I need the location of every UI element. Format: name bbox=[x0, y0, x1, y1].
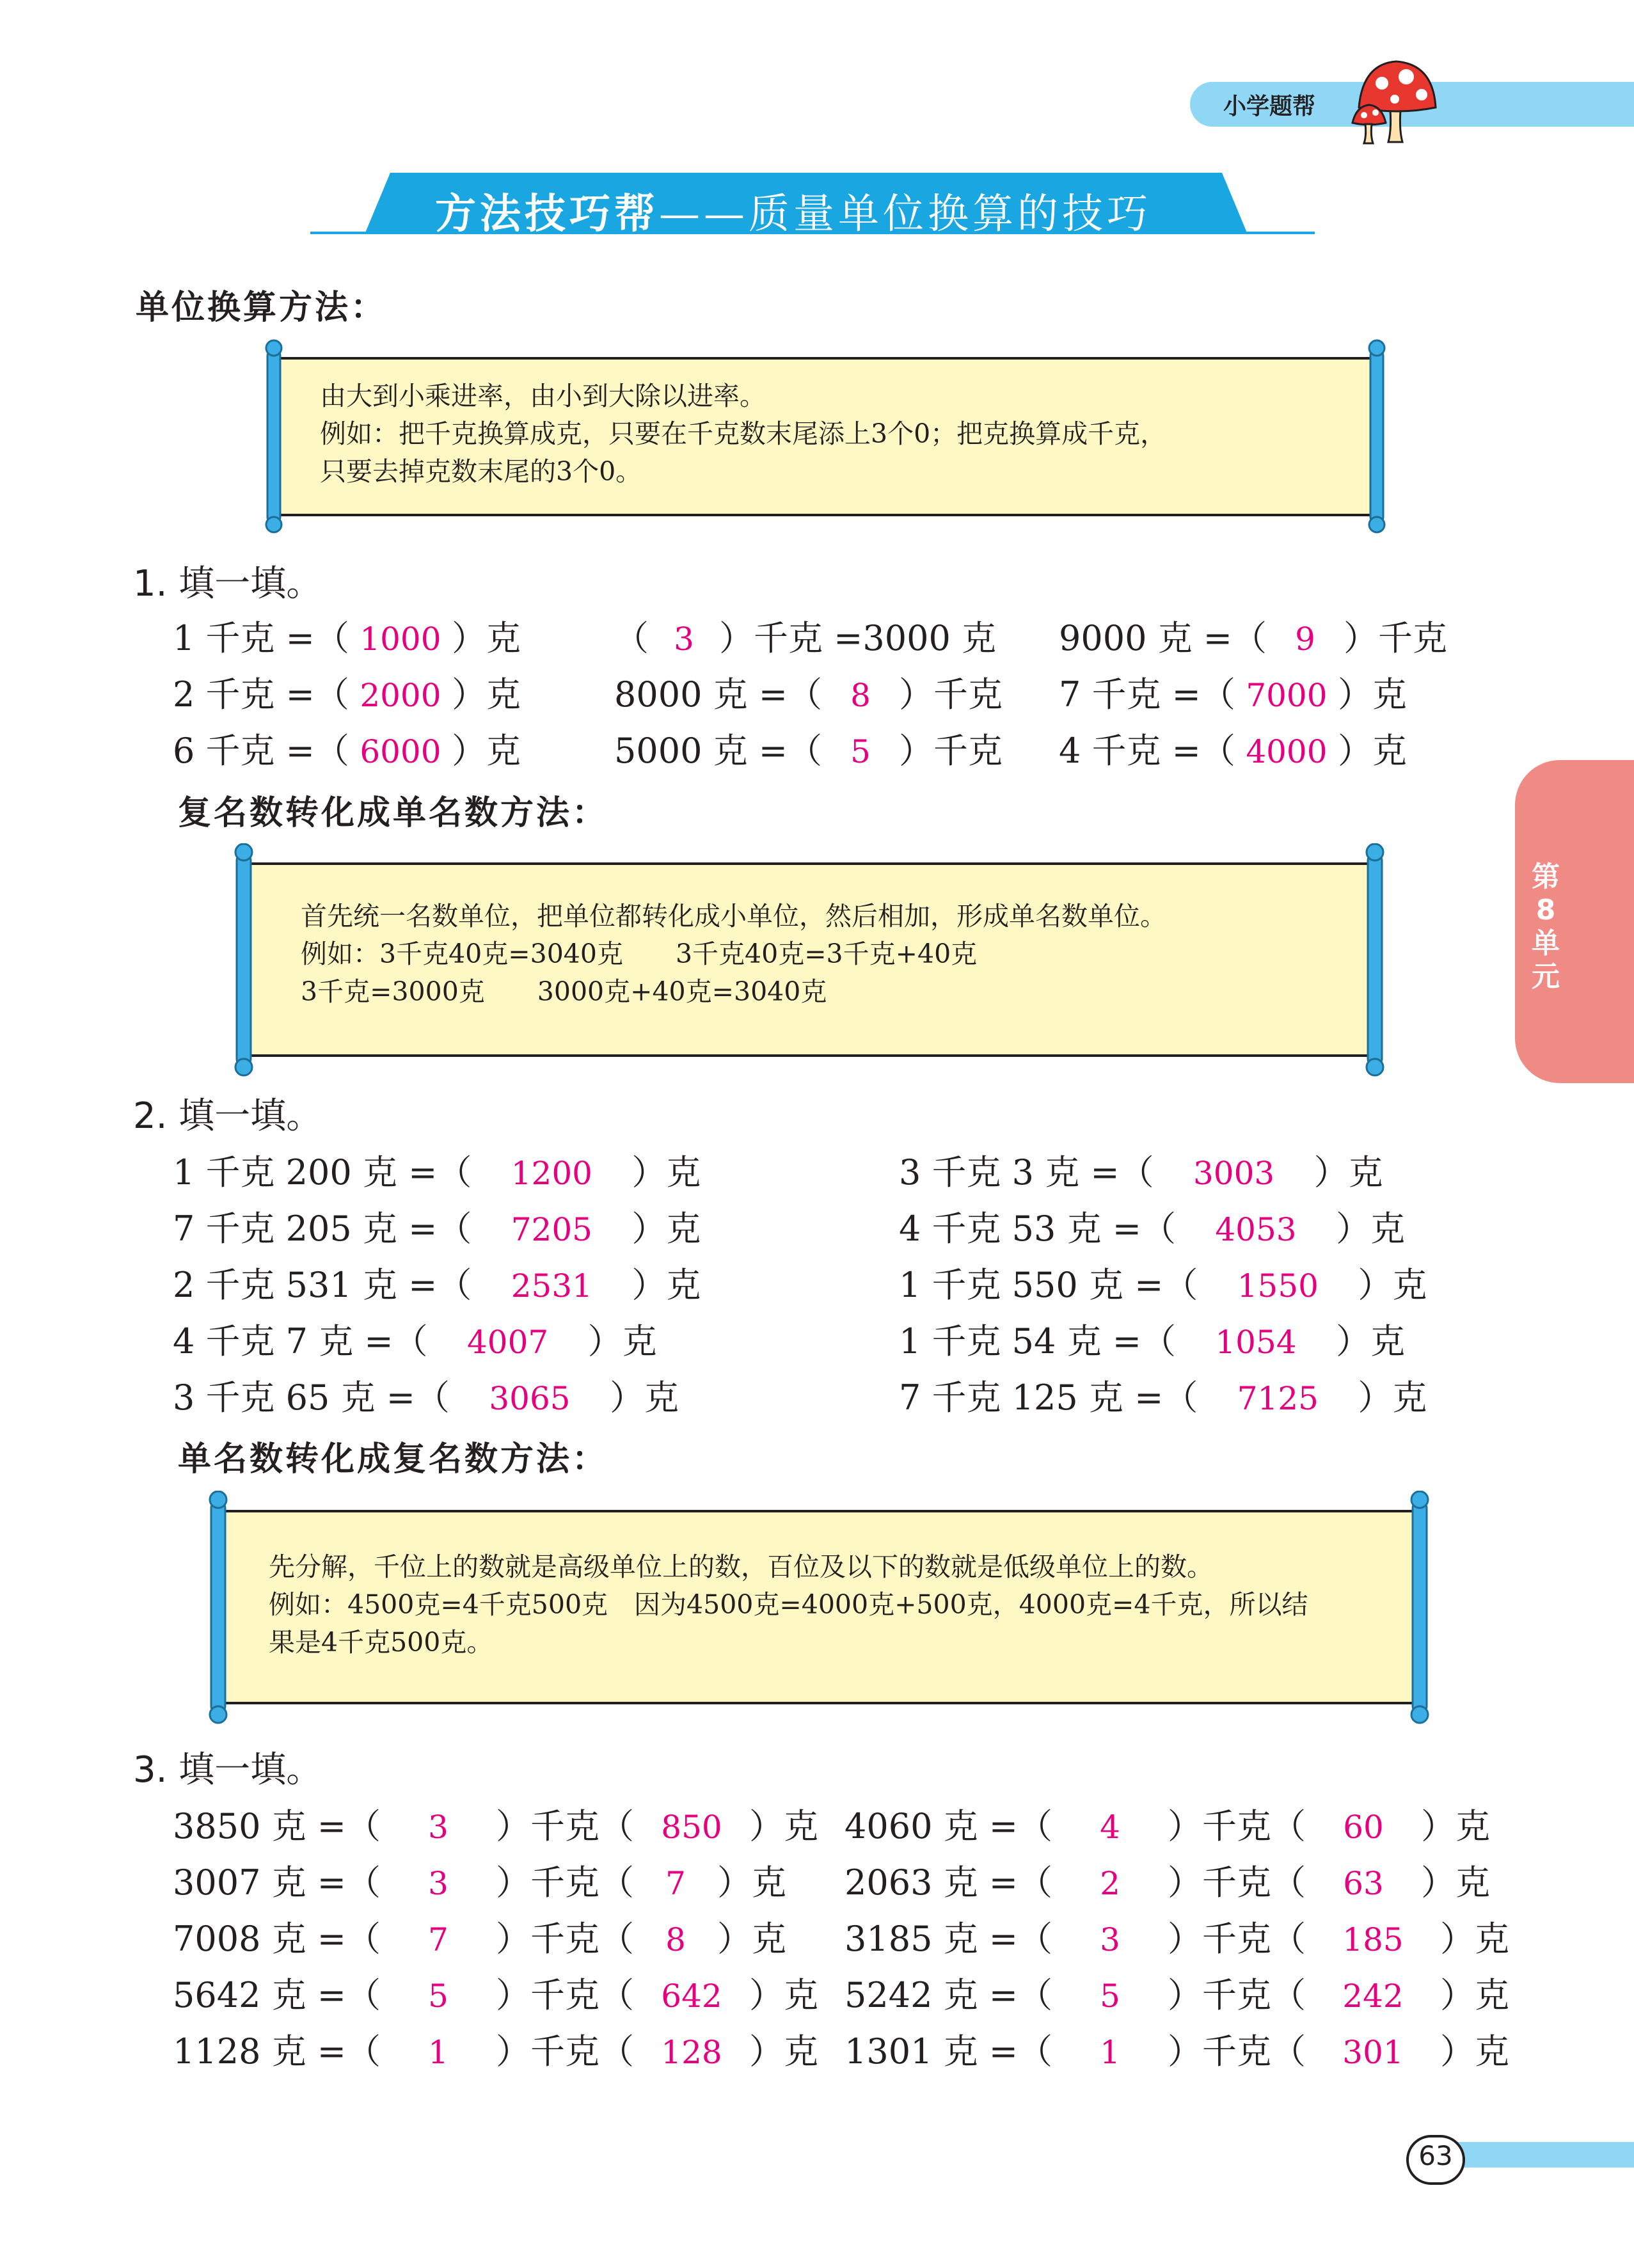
answer: 3003 bbox=[1193, 1155, 1275, 1192]
answer: 4053 bbox=[1215, 1211, 1297, 1248]
q3-item: 3850 克 =（ 3 ）千克（ 850 ）克 bbox=[173, 1806, 819, 1846]
answer: 128 bbox=[661, 2034, 722, 2071]
q2-item: 1 千克 54 克 =（ 1054 ）克 bbox=[899, 1321, 1405, 1361]
q3-item: 5242 克 =（ 5 ）千克（ 242 ）克 bbox=[845, 1975, 1510, 2015]
scroll-text-1: 由大到小乘进率，由小到大除以进率。 例如：把千克换算成克，只要在千克数末尾添上3个0；把克换算成千克， 只要去掉克数末尾的3个0。 bbox=[320, 381, 1167, 487]
answer: 7000 bbox=[1246, 677, 1328, 714]
q2-item: 3 千克 3 克 =（ 3003 ）克 bbox=[899, 1152, 1383, 1193]
q1-item: 5000 克 =（ 5 ）千克 bbox=[614, 731, 1003, 771]
answer: 1550 bbox=[1237, 1267, 1319, 1304]
question-1-title: 1. 填一填。 bbox=[133, 563, 322, 605]
q1-item: 8000 克 =（ 8 ）千克 bbox=[614, 674, 1003, 715]
question-2-title: 2. 填一填。 bbox=[133, 1095, 322, 1137]
answer: 3 bbox=[428, 1865, 448, 1902]
answer: 63 bbox=[1343, 1865, 1384, 1902]
q1-item: 2 千克 =（ 2000 ）克 bbox=[173, 674, 521, 715]
unit-label: 第 8 单 元 bbox=[1532, 860, 1560, 993]
answer: 7 bbox=[665, 1865, 686, 1902]
scroll-text-3: 先分解，千位上的数就是高级单位上的数，百位及以下的数就是低级单位上的数。 例如：4500克=4千克500克 因为4500克=4000克+500克，4000克=4千克，所以结 果是4千克500克。 bbox=[269, 1551, 1308, 1658]
q2-item: 7 千克 125 克 =（ 7125 ）克 bbox=[899, 1377, 1427, 1418]
answer: 850 bbox=[661, 1809, 722, 1846]
answer: 3065 bbox=[489, 1380, 571, 1417]
q3-item: 5642 克 =（ 5 ）千克（ 642 ）克 bbox=[173, 1975, 819, 2015]
page-number: 63 bbox=[1418, 2140, 1453, 2171]
q1-item: 7 千克 =（ 7000 ）克 bbox=[1059, 674, 1407, 715]
answer: 2531 bbox=[511, 1267, 592, 1304]
answer: 2 bbox=[1100, 1865, 1120, 1902]
answer: 242 bbox=[1342, 1978, 1404, 2015]
question-3-title: 3. 填一填。 bbox=[133, 1749, 322, 1791]
q2-item: 2 千克 531 克 =（ 2531 ）克 bbox=[173, 1265, 701, 1305]
q1-item: 9000 克 =（ 9 ）千克 bbox=[1059, 618, 1448, 658]
section-heading-unit-conversion: 单位换算方法： bbox=[136, 289, 387, 327]
q2-item: 4 千克 53 克 =（ 4053 ）克 bbox=[899, 1209, 1405, 1249]
answer: 4 bbox=[1100, 1809, 1120, 1846]
q1-item: 1 千克 =（ 1000 ）克 bbox=[173, 618, 521, 658]
answer: 1054 bbox=[1215, 1324, 1297, 1361]
q1-item: 6 千克 =（ 6000 ）克 bbox=[173, 731, 521, 771]
q3-item: 3185 克 =（ 3 ）千克（ 185 ）克 bbox=[845, 1919, 1510, 1959]
q2-item: 4 千克 7 克 =（ 4007 ）克 bbox=[173, 1321, 657, 1361]
answer: 2000 bbox=[360, 677, 441, 714]
section-heading-compound-to-single: 复名数转化成单名数方法： bbox=[178, 794, 608, 832]
answer: 5 bbox=[850, 733, 871, 770]
mushroom-icon bbox=[1350, 58, 1459, 147]
answer: 1 bbox=[428, 2034, 448, 2071]
section-heading-single-to-compound: 单名数转化成复名数方法： bbox=[178, 1440, 608, 1479]
answer: 3 bbox=[428, 1809, 448, 1846]
answer: 7125 bbox=[1237, 1380, 1319, 1417]
q2-item: 1 千克 550 克 =（ 1550 ）克 bbox=[899, 1265, 1427, 1305]
q3-item: 4060 克 =（ 4 ）千克（ 60 ）克 bbox=[845, 1806, 1491, 1846]
page-title: 方法技巧帮——质量单位换算的技巧 bbox=[435, 191, 1152, 238]
answer: 5 bbox=[1100, 1978, 1120, 2015]
answer: 642 bbox=[661, 1978, 722, 2015]
q3-item: 1301 克 =（ 1 ）千克（ 301 ）克 bbox=[845, 2031, 1510, 2072]
q2-item: 3 千克 65 克 =（ 3065 ）克 bbox=[173, 1377, 679, 1418]
answer: 1000 bbox=[360, 621, 441, 658]
answer: 3 bbox=[674, 621, 694, 658]
answer: 9 bbox=[1295, 621, 1315, 658]
answer: 60 bbox=[1343, 1809, 1384, 1846]
q2-item: 1 千克 200 克 =（ 1200 ）克 bbox=[173, 1152, 701, 1193]
answer: 3 bbox=[1100, 1921, 1120, 1958]
brand-label: 小学题帮 bbox=[1223, 93, 1316, 120]
answer: 185 bbox=[1342, 1921, 1404, 1958]
answer: 1 bbox=[1100, 2034, 1120, 2071]
answer: 1200 bbox=[511, 1155, 592, 1192]
answer: 301 bbox=[1342, 2034, 1404, 2071]
answer: 4000 bbox=[1246, 733, 1328, 770]
answer: 5 bbox=[428, 1978, 448, 2015]
answer: 8 bbox=[665, 1921, 686, 1958]
q2-item: 7 千克 205 克 =（ 7205 ）克 bbox=[173, 1209, 701, 1249]
q3-item: 2063 克 =（ 2 ）千克（ 63 ）克 bbox=[845, 1862, 1491, 1903]
answer: 7 bbox=[428, 1921, 448, 1958]
q1-item: （ 3 ）千克 =3000 克 bbox=[614, 618, 997, 658]
answer: 8 bbox=[850, 677, 871, 714]
scroll-text-2: 首先统一名数单位，把单位都转化成小单位，然后相加，形成单名数单位。 例如：3千克40克=3040克 3千克40克=3千克+40克 3千克=3000克 3000克+40克=3040克 bbox=[301, 901, 1166, 1007]
q3-item: 7008 克 =（ 7 ）千克（ 8 ）克 bbox=[173, 1919, 787, 1959]
q3-item: 1128 克 =（ 1 ）千克（ 128 ）克 bbox=[173, 2031, 819, 2072]
q1-item: 4 千克 =（ 4000 ）克 bbox=[1059, 731, 1407, 771]
answer: 4007 bbox=[467, 1324, 549, 1361]
answer: 6000 bbox=[360, 733, 441, 770]
q3-item: 3007 克 =（ 3 ）千克（ 7 ）克 bbox=[173, 1862, 787, 1903]
answer: 7205 bbox=[511, 1211, 592, 1248]
